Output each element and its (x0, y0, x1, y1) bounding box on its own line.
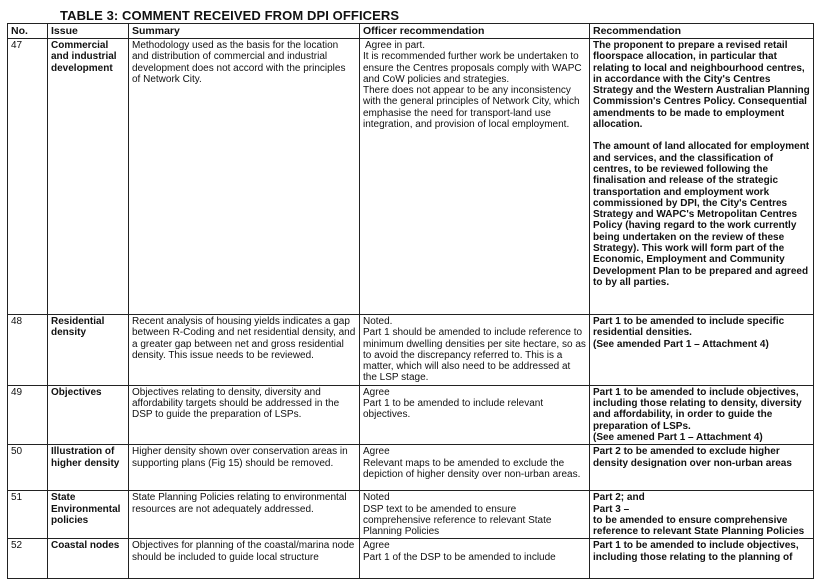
row-number: 50 (8, 445, 48, 491)
row-issue: Residential density (48, 315, 129, 386)
header-issue: Issue (48, 24, 129, 39)
row-number: 47 (8, 39, 48, 315)
officer-text: It is recommended further work be undertaken to ensure the Centres proposals comply with WAPC and CoW policies and strategies. (363, 51, 582, 85)
table-row (8, 539, 814, 579)
header-recommendation: Recommendation (590, 24, 814, 39)
row-summary: Recent analysis of housing yields indicates a gap between R-Coding and net residential density, and a greater gap between net and gross residential density. This issue needs to be reviewed. (129, 315, 360, 386)
officer-text: Part 1 to be amended to include relevant objectives. (363, 398, 544, 421)
row-issue: Commercial and industrial development (48, 39, 129, 315)
recommendation-text: The proponent to prepare a revised retail floorspace allocation, in particular that relating to local and neighbourhood centres, in accordance with the City's Centres Strategy and the Western Australian Planning Commission's Centres Policy. Consequential amendments to be made to employment allocation. (593, 40, 810, 131)
officer-text: Part 1 of the DSP to be amended to include (363, 551, 556, 563)
officer-text: Agree (363, 540, 390, 552)
row-officer-recommendation (360, 315, 590, 386)
row-recommendation (590, 385, 814, 444)
recommendation-text: Part 2 to be amended to exclude higher density designation over non-urban areas (593, 446, 792, 469)
recommendation-text: Part 1 to be amended to include objectives, including those relating to density, diversity and affordability, in order to guide the preparation of LSPs. (593, 386, 802, 432)
table-row (8, 491, 814, 539)
officer-text: Part 1 should be amended to include reference to minimum dwelling densities per site hectare, so as to avoid the discrepancy referred to. This is a matter, which will also need to be addressed at the LSP stage. (363, 327, 586, 384)
header-officer-recommendation: Officer recommendation (360, 24, 590, 39)
row-summary: Objectives for planning of the coastal/marina node should be included to guide local structure (129, 539, 360, 579)
table-row (8, 315, 814, 386)
recommendation-text: (See amened Part 1 – Attachment 4) (593, 431, 763, 443)
row-issue: State Environmental policies (48, 491, 129, 539)
row-officer-recommendation (360, 539, 590, 579)
row-number: 52 (8, 539, 48, 579)
row-summary: Methodology used as the basis for the location and distribution of commercial and industrial development does not accord with the principles of Network City. (129, 39, 360, 315)
row-officer-recommendation (360, 491, 590, 539)
row-summary: Higher density shown over conservation areas in supporting plans (Fig 15) should be removed. (129, 445, 360, 491)
officer-text: Relevant maps to be amended to exclude the depiction of higher density over non-urban areas. (363, 457, 581, 480)
row-issue: Objectives (48, 385, 129, 444)
row-recommendation (590, 491, 814, 539)
row-summary: Objectives relating to density, diversity and affordability targets should be addressed in the DSP to guide the preparation of LSPs. (129, 385, 360, 444)
officer-text: Noted (363, 492, 390, 504)
row-recommendation (590, 539, 814, 579)
recommendation-text: Part 3 – (593, 503, 630, 515)
table-row (8, 39, 814, 315)
row-number: 49 (8, 385, 48, 444)
officer-text: Agree (363, 446, 390, 458)
officer-text: DSP text to be amended to ensure comprehensive reference to relevant State Planning Policies (363, 503, 552, 538)
header-no: No. (8, 24, 48, 39)
recommendation-text: Part 2; and (593, 492, 645, 504)
officer-text: Agree (363, 386, 390, 398)
recommendation-text: The amount of land allocated for employment and services, and the classification of centres, to be reviewed following the finalisation and release of the strategic transportation and employment work commissioned by DPI, the City's Centres Strategy and WAPC's Metropolitan Centres Policy (having regard to the work currently being undertaken on the review of these Strategy). This work will form part of the Economic, Employment and Community Development Plan to be prepared and agreed to by all parties. (593, 141, 810, 288)
header-summary: Summary (129, 24, 360, 39)
row-officer-recommendation (360, 385, 590, 444)
table-row (8, 385, 814, 444)
row-officer-recommendation (360, 445, 590, 491)
officer-text: There does not appear to be any inconsistency with the general principles of Network City, which emphasise the need for transport-land use integration, and provision of local employment. (363, 85, 580, 131)
officer-text: Noted. (363, 316, 393, 327)
table-row (8, 445, 814, 491)
row-recommendation (590, 39, 814, 315)
recommendation-text: to be amended to ensure comprehensive reference to relevant State Planning Policies (593, 514, 805, 538)
row-number: 51 (8, 491, 48, 539)
comments-table (7, 23, 814, 579)
recommendation-text: (See amended Part 1 – Attachment 4) (593, 338, 769, 350)
recommendation-text: Part 1 to be amended to include objectives, including those relating to the planning of (593, 540, 799, 563)
row-officer-recommendation (360, 39, 590, 315)
row-recommendation (590, 315, 814, 386)
table-header-row (8, 24, 814, 39)
row-issue: Coastal nodes (48, 539, 129, 579)
row-recommendation (590, 445, 814, 491)
row-issue: Illustration of higher density (48, 445, 129, 491)
officer-text: Agree in part. (365, 40, 426, 51)
row-number: 48 (8, 315, 48, 386)
table-title: TABLE 3: COMMENT RECEIVED FROM DPI OFFICERS (60, 8, 400, 23)
recommendation-text: Part 1 to be amended to include specific residential densities. (593, 316, 785, 339)
row-summary: State Planning Policies relating to environmental resources are not adequately addressed. (129, 491, 360, 539)
